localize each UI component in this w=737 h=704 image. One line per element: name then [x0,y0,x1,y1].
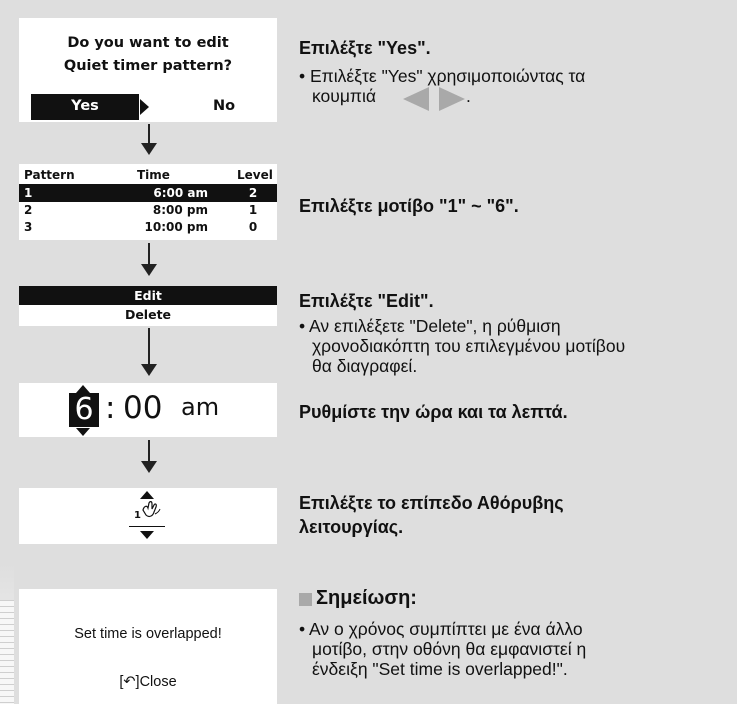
step1-bullet-end: . [466,86,471,106]
prompt-line2: Quiet timer pattern? [63,58,233,74]
right-arrow-icon [439,87,465,111]
edit-label: Edit [134,288,162,303]
step1-bullet: • Επιλέξτε "Yes" χρησιμοποιώντας τα [299,66,586,86]
header-time: Time [137,168,170,182]
flow-arrow-2 [148,243,150,265]
hand-icon [140,500,162,520]
square-bullet-icon [299,593,312,606]
time-separator: : [105,390,116,426]
step1-bullet-text: Επιλέξτε "Yes" χρησιμοποιώντας τα [310,66,586,86]
level-up-icon[interactable] [140,491,154,499]
flow-arrow-1 [148,124,150,144]
step5-title-line2: λειτουργίας. [299,517,404,537]
hour-down-icon[interactable] [76,428,90,436]
bracket-close: ] [135,674,140,690]
overlap-message: Set time is overlapped! [74,626,222,642]
cursor-right-icon [140,99,150,115]
flow-arrow-1-head [141,143,157,155]
minute-value[interactable]: 00 [123,390,163,426]
note-bullet1: Αν ο χρόνος συμπίπτει με ένα άλλο [309,619,583,639]
time-set-screen [19,383,277,437]
header-level: Level [237,168,273,182]
note-bullet3: ένδειξη "Set time is overlapped!". [312,659,568,679]
flow-arrow-2-head [141,264,157,276]
left-gradient [0,0,14,704]
hour-field[interactable] [69,393,99,427]
row2-pattern[interactable]: 2 [24,203,33,217]
level-value: 1 [134,510,141,521]
hour-value: 6 [74,392,94,427]
step3-title: Επιλέξτε "Edit". [299,291,434,311]
flow-arrow-3 [148,328,150,366]
row3-time: 10:00 pm [144,220,208,234]
edit-prompt-screen [19,18,277,122]
step2-title: Επιλέξτε μοτίβο "1" ~ "6". [299,196,519,216]
row1-time: 6:00 am [153,186,208,200]
note-bullet2: μοτίβο, στην οθόνη θα εμφανιστεί η [312,639,587,659]
left-arrow-icon [401,87,473,111]
step1-title: Επιλέξτε "Yes". [299,38,431,58]
close-button[interactable] [19,674,277,690]
step3-bullet2: χρονοδιακόπτη του επιλεγμένου μοτίβου [312,336,626,356]
row2-level: 1 [248,203,258,217]
bracket-open: [ [119,674,124,690]
row1-level: 2 [248,186,258,200]
ampm-value: am [181,393,220,421]
edit-menu-screen [19,286,277,326]
step3-bullet3: θα διαγραφεί. [312,356,418,376]
step4-title: Ρυθμίστε την ώρα και τα λεπτά. [299,402,568,422]
row1-pattern: 1 [24,186,33,200]
step1-bullet-buttons: κουμπιά [312,86,377,106]
prompt-line1: Do you want to edit [67,35,229,51]
step3-bullet-line1: • Αν επιλέξετε "Delete", η ρύθμιση [299,316,561,336]
edit-menu-item[interactable] [19,286,277,305]
row3-pattern[interactable]: 3 [24,220,33,234]
delete-menu-item[interactable]: Delete [124,307,172,322]
step5-title-line1: Επιλέξτε το επίπεδο Αθόρυβης [299,493,564,513]
yes-label: Yes [71,98,99,114]
level-set-screen [19,488,277,544]
note-bullet-line1: • Αν ο χρόνος συμπίπτει με ένα άλλο [299,619,583,639]
back-icon: ↶ [123,674,136,690]
decorative-stripes [0,600,14,704]
level-underline [129,526,165,527]
pattern-table-screen [19,164,277,240]
close-label: Close [139,674,177,690]
level-down-icon[interactable] [140,531,154,539]
step3-bullet1: Αν επιλέξετε "Delete", η ρύθμιση [309,316,561,336]
row2-time: 8:00 pm [152,203,208,217]
overlap-screen [19,589,277,704]
note-title: Σημείωση: [316,587,417,609]
flow-arrow-4 [148,440,150,462]
step1-bullet-line2 [312,86,376,106]
row3-level: 0 [248,220,258,234]
header-pattern: Pattern [24,168,75,182]
yes-option[interactable] [31,94,139,120]
flow-arrow-3-head [141,364,157,376]
flow-arrow-4-head [141,461,157,473]
no-option[interactable]: No [212,98,236,114]
